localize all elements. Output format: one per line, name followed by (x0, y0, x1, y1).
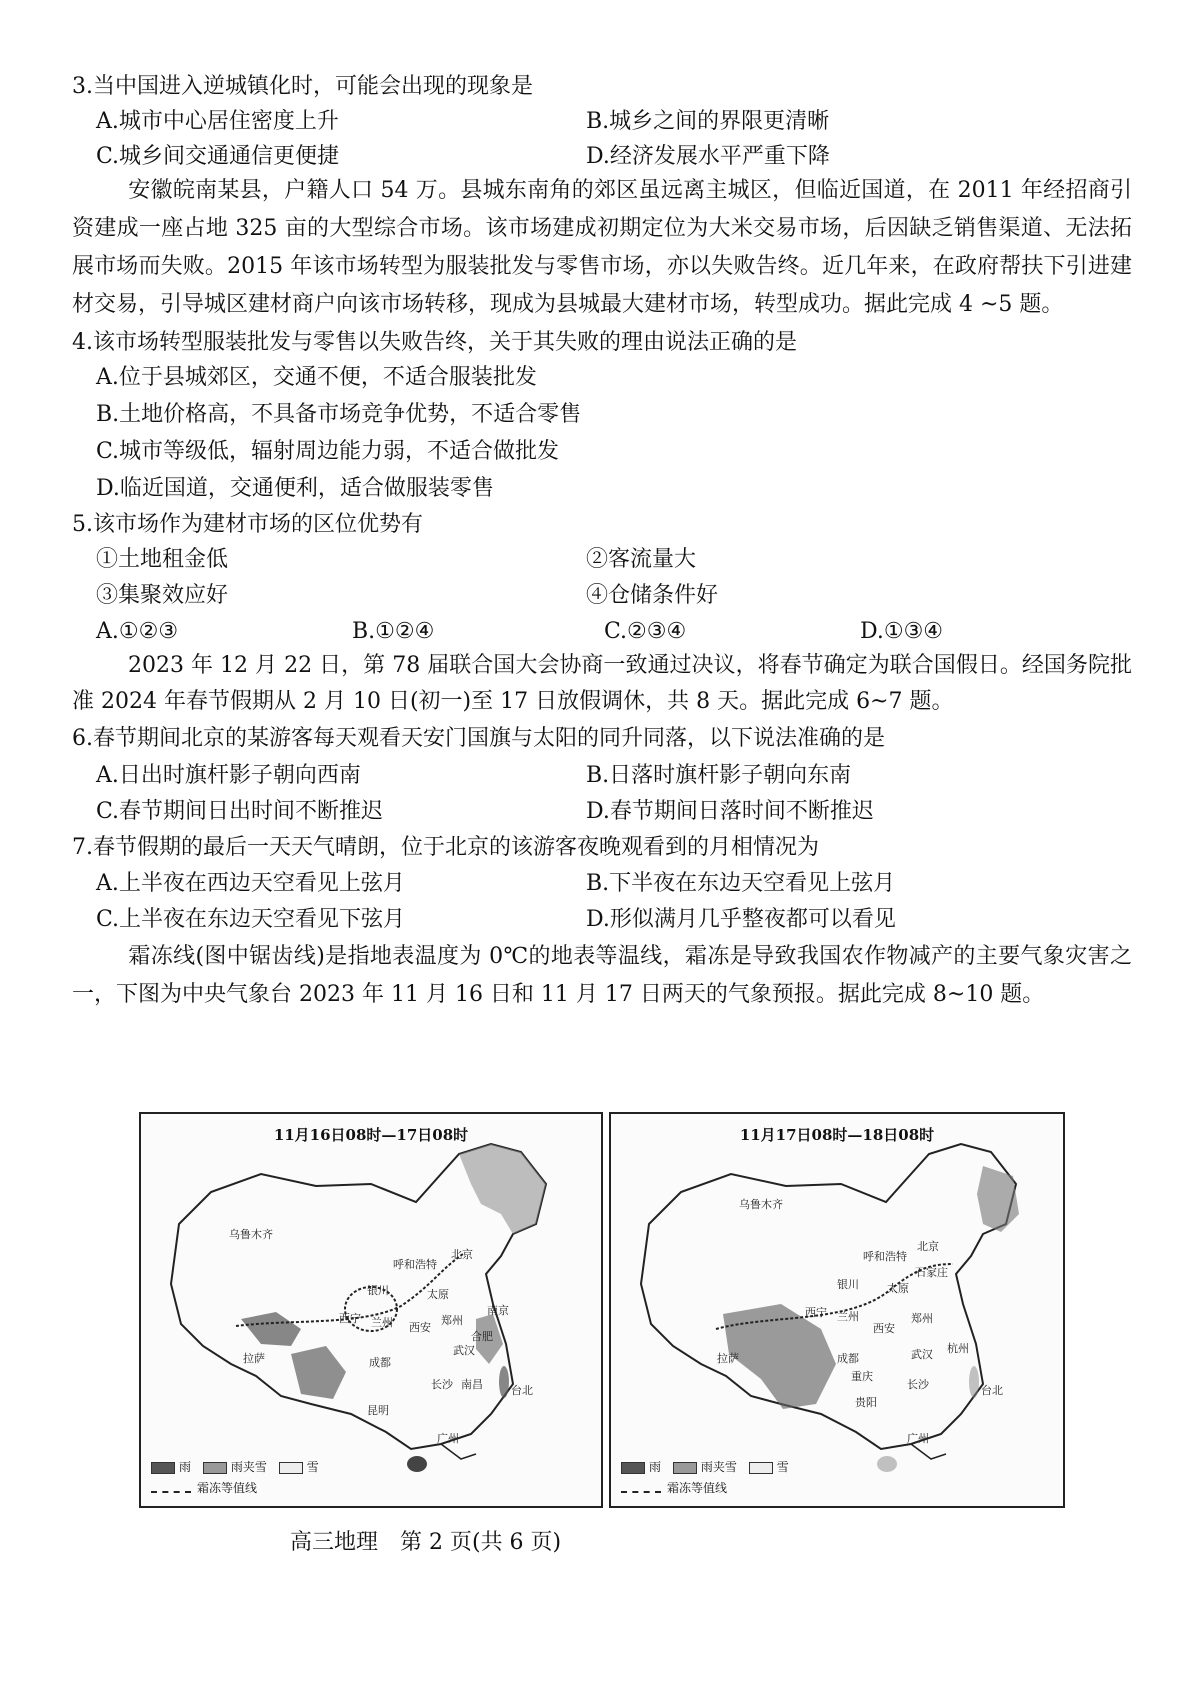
sleet-swatch (203, 1462, 227, 1474)
map1-city: 太原 (427, 1288, 449, 1301)
map1-city: 武汉 (453, 1344, 475, 1357)
map1-city: 兰州 (371, 1316, 393, 1329)
map1-city: 西宁 (339, 1312, 361, 1325)
legend-rain: 雨 (179, 1460, 192, 1474)
page-footer: 高三地理 第 2 页(共 6 页) (290, 1530, 562, 1555)
map1-city: 乌鲁木齐 (229, 1228, 273, 1241)
map1-city: 台北 (511, 1384, 533, 1397)
map2-city: 兰州 (837, 1310, 859, 1323)
legend-frost: 霜冻等值线 (667, 1481, 728, 1495)
map1-city: 合肥 (471, 1330, 493, 1343)
q7-option-d: D.形似满月几乎整夜都可以看见 (586, 907, 896, 932)
weather-map-nov16 (139, 1112, 603, 1508)
map2-legend-precip (621, 1458, 789, 1475)
map2-city: 银川 (837, 1278, 859, 1291)
map2-city: 西宁 (805, 1306, 827, 1319)
map2-city: 乌鲁木齐 (739, 1198, 783, 1211)
map1-city: 长沙 (431, 1378, 453, 1391)
q4-stem: 4.该市场转型服装批发与零售以失败告终，关于其失败的理由说法正确的是 (72, 330, 797, 355)
map1-city: 广州 (437, 1432, 459, 1445)
q7-option-c: C.上半夜在东边天空看见下弦月 (96, 907, 406, 932)
map2-city: 郑州 (911, 1312, 933, 1325)
passage-frost (72, 938, 1132, 1014)
passage-spring-festival (72, 648, 1132, 720)
legend-sleet: 雨夹雪 (230, 1460, 267, 1474)
map2-city: 西安 (873, 1322, 895, 1335)
q7-option-a: A.上半夜在西边天空看见上弦月 (96, 871, 405, 896)
map1-city: 成都 (369, 1356, 391, 1369)
passage-market-text: 安徽皖南某县，户籍人口 54 万。县城东南角的郊区虽远离主城区，但临近国道，在 2011 年经招商引资建成一座占地 325 亩的大型综合市场。该市场建成初期定位为大米交易市场，后因缺乏销售渠道、无法拓展市场而失败。2015 年该市场转型为服装批发与零售市场，亦以失败告终。近几年来，在政府帮扶下引进建材交易，引导城区建材商户向该市场转移，现成为县城最大建材市场，转型成功。据此完成 4 ~5 题。 (72, 178, 1132, 317)
q5-item-3: ③集聚效应好 (96, 583, 229, 608)
q5-option-c: C.②③④ (604, 619, 687, 644)
snow-swatch (749, 1462, 773, 1474)
q5-stem: 5.该市场作为建材市场的区位优势有 (72, 512, 423, 537)
q6-option-c: C.春节期间日出时间不断推迟 (96, 799, 384, 824)
q4-option-a: A.位于县城郊区，交通不便，不适合服装批发 (96, 365, 537, 390)
q5-option-b: B.①②④ (352, 619, 435, 644)
map2-city: 长沙 (907, 1378, 929, 1391)
q6-option-b: B.日落时旗杆影子朝向东南 (586, 763, 852, 788)
passage-market (72, 172, 1132, 324)
q5-option-a: A.①②③ (96, 619, 179, 644)
map2-city: 成都 (837, 1352, 859, 1365)
legend-frost: 霜冻等值线 (197, 1481, 258, 1495)
sleet-swatch (673, 1462, 697, 1474)
legend-snow: 雪 (306, 1460, 319, 1474)
map1-city: 北京 (451, 1248, 473, 1261)
rain-swatch (151, 1462, 175, 1474)
q6-option-a: A.日出时旗杆影子朝向西南 (96, 763, 361, 788)
map1-city: 呼和浩特 (393, 1258, 437, 1271)
map1-city: 拉萨 (243, 1352, 265, 1365)
map1-title: 11月16日08时—17日08时 (273, 1126, 469, 1144)
map2-city: 太原 (887, 1282, 909, 1295)
rain-swatch (621, 1462, 645, 1474)
frost-line-key (621, 1485, 661, 1493)
q7-stem: 7.春节假期的最后一天天气晴朗，位于北京的该游客夜晚观看到的月相情况为 (72, 835, 819, 860)
q6-option-d: D.春节期间日落时间不断推迟 (586, 799, 874, 824)
q5-option-d: D.①③④ (860, 619, 944, 644)
q4-option-d: D.临近国道，交通便利，适合做服装零售 (96, 476, 494, 501)
q4-option-c: C.城市等级低，辐射周边能力弱，不适合做批发 (96, 439, 560, 464)
map2-city: 杭州 (947, 1342, 969, 1355)
map2-city: 台北 (981, 1384, 1003, 1397)
map2-city: 北京 (917, 1240, 939, 1253)
weather-map-nov17 (609, 1112, 1065, 1508)
q5-item-2: ②客流量大 (586, 547, 697, 572)
q7-option-b: B.下半夜在东边天空看见上弦月 (586, 871, 896, 896)
legend-rain: 雨 (649, 1460, 662, 1474)
map2-city: 呼和浩特 (863, 1250, 907, 1263)
q5-item-1: ①土地租金低 (96, 547, 229, 572)
q3-option-d: D.经济发展水平严重下降 (586, 144, 830, 169)
legend-sleet: 雨夹雪 (700, 1460, 737, 1474)
map2-city: 石家庄 (915, 1266, 948, 1279)
q3-stem: 3.当中国进入逆城镇化时，可能会出现的现象是 (72, 74, 533, 99)
map1-city: 南昌 (461, 1378, 483, 1391)
map1-legend (151, 1454, 319, 1496)
q5-item-4: ④仓储条件好 (586, 583, 719, 608)
legend-snow: 雪 (776, 1460, 789, 1474)
map2-city: 武汉 (911, 1348, 933, 1361)
q3-option-b: B.城乡之间的界限更清晰 (586, 109, 830, 134)
passage-frost-text: 霜冻线(图中锯齿线)是指地表温度为 0℃的地表等温线，霜冻是导致我国农作物减产的主要气象灾害之一，下图为中央气象台 2023 年 11 月 16 日和 11 月 17 日两天的气象预报。据此完成 8~10 题。 (72, 944, 1132, 1007)
map1-legend-frost (151, 1479, 319, 1496)
q4-option-b: B.土地价格高，不具备市场竞争优势，不适合零售 (96, 402, 582, 427)
passage-spring-festival-text: 2023 年 12 月 22 日，第 78 届联合国大会协商一致通过决议，将春节确定为联合国假日。经国务院批准 2024 年春节假期从 2 月 10 日(初一)至 17 日放假调休，共 8 天。据此完成 6~7 题。 (72, 653, 1132, 714)
map2-city: 广州 (907, 1432, 929, 1445)
china-map-outline (141, 1114, 601, 1506)
q6-stem: 6.春节期间北京的某游客每天观看天安门国旗与太阳的同升同落，以下说法准确的是 (72, 726, 885, 751)
map1-city: 郑州 (441, 1314, 463, 1327)
q3-option-c: C.城乡间交通通信更便捷 (96, 144, 340, 169)
map1-city: 南京 (487, 1304, 509, 1317)
map1-city: 西安 (409, 1321, 431, 1334)
frost-line-key (151, 1485, 191, 1493)
map2-city: 重庆 (851, 1370, 873, 1383)
map2-city: 贵阳 (855, 1396, 877, 1409)
snow-swatch (279, 1462, 303, 1474)
map2-legend (621, 1454, 789, 1496)
map2-city: 拉萨 (717, 1352, 739, 1365)
map1-city: 银川 (367, 1284, 389, 1297)
map2-title: 11月17日08时—18日08时 (739, 1126, 935, 1144)
map2-legend-frost (621, 1479, 789, 1496)
map1-city: 昆明 (367, 1404, 389, 1417)
map1-legend-precip (151, 1458, 319, 1475)
q3-option-a: A.城市中心居住密度上升 (96, 109, 339, 134)
